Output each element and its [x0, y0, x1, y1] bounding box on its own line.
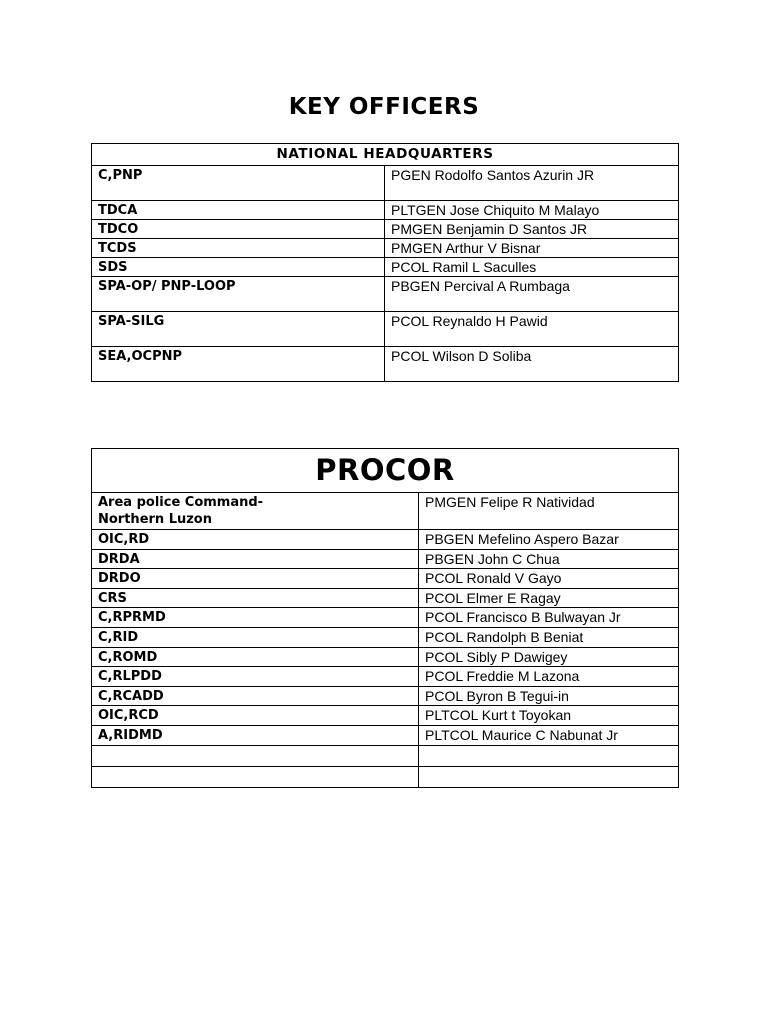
table-row [92, 667, 679, 687]
position-cell: C,ROMD [92, 647, 419, 667]
position-cell: OIC,RD [92, 530, 419, 550]
officer-name-cell: PGEN Rodolfo Santos Azurin JR [385, 166, 679, 201]
position-cell [92, 493, 419, 530]
national-headquarters-header: NATIONAL HEADQUARTERS [92, 144, 679, 166]
officer-name-cell: PBGEN Mefelino Aspero Bazar [419, 530, 679, 550]
position-cell: SDS [92, 258, 385, 277]
table-row [92, 220, 679, 239]
table-row [92, 166, 679, 201]
position-cell: C,RCADD [92, 686, 419, 706]
officer-name-cell: PCOL Elmer E Ragay [419, 588, 679, 608]
procor-table [91, 448, 679, 788]
position-cell: TCDS [92, 239, 385, 258]
position-cell: SEA,OCPNP [92, 347, 385, 382]
officer-name-cell: PMGEN Felipe R Natividad [419, 493, 679, 530]
empty-cell [419, 766, 679, 787]
table-row [92, 588, 679, 608]
officer-name-cell: PLTCOL Maurice C Nabunat Jr [419, 725, 679, 745]
position-cell: TDCA [92, 201, 385, 220]
position-cell: DRDO [92, 569, 419, 589]
empty-table-row [92, 745, 679, 766]
officer-name-cell: PCOL Byron B Tegui-in [419, 686, 679, 706]
table-row [92, 627, 679, 647]
table-row [92, 647, 679, 667]
empty-cell [419, 745, 679, 766]
officer-name-cell: PBGEN Percival A Rumbaga [385, 277, 679, 312]
table-row [92, 277, 679, 312]
position-cell: C,RPRMD [92, 608, 419, 628]
table-row [92, 347, 679, 382]
officer-name-cell: PCOL Freddie M Lazona [419, 667, 679, 687]
table-row [92, 239, 679, 258]
officer-name-cell: PCOL Sibly P Dawigey [419, 647, 679, 667]
table-row [92, 312, 679, 347]
table-row [92, 493, 679, 530]
officer-name-cell: PMGEN Benjamin D Santos JR [385, 220, 679, 239]
position-cell: OIC,RCD [92, 706, 419, 726]
position-cell: C,RLPDD [92, 667, 419, 687]
table-row [92, 549, 679, 569]
table-header-row [92, 144, 679, 166]
table-header-row [92, 449, 679, 493]
position-cell: TDCO [92, 220, 385, 239]
position-cell: SPA-OP/ PNP-LOOP [92, 277, 385, 312]
position-cell: DRDA [92, 549, 419, 569]
officer-name-cell: PCOL Reynaldo H Pawid [385, 312, 679, 347]
officer-name-cell: PLTCOL Kurt t Toyokan [419, 706, 679, 726]
empty-cell [92, 766, 419, 787]
officer-name-cell: PCOL Randolph B Beniat [419, 627, 679, 647]
table-row [92, 201, 679, 220]
table-row [92, 530, 679, 550]
officer-name-cell: PCOL Ronald V Gayo [419, 569, 679, 589]
table-row [92, 725, 679, 745]
officer-name-cell: PCOL Francisco B Bulwayan Jr [419, 608, 679, 628]
table-row [92, 706, 679, 726]
table-row [92, 569, 679, 589]
position-cell: C,PNP [92, 166, 385, 201]
position-cell: CRS [92, 588, 419, 608]
page-title: KEY OFFICERS [288, 94, 480, 120]
table-row [92, 258, 679, 277]
national-headquarters-table [91, 143, 679, 382]
table-row [92, 686, 679, 706]
position-cell: SPA-SILG [92, 312, 385, 347]
empty-cell [92, 745, 419, 766]
position-cell: C,RID [92, 627, 419, 647]
procor-header: PROCOR [92, 449, 679, 493]
position-line: Area police Command- [98, 495, 264, 510]
table-row [92, 608, 679, 628]
empty-table-row [92, 766, 679, 787]
officer-name-cell: PCOL Ramil L Saculles [385, 258, 679, 277]
officer-name-cell: PBGEN John C Chua [419, 549, 679, 569]
officer-name-cell: PLTGEN Jose Chiquito M Malayo [385, 201, 679, 220]
position-line: Northern Luzon [98, 512, 212, 527]
position-cell: A,RIDMD [92, 725, 419, 745]
officer-name-cell: PMGEN Arthur V Bisnar [385, 239, 679, 258]
officer-name-cell: PCOL Wilson D Soliba [385, 347, 679, 382]
